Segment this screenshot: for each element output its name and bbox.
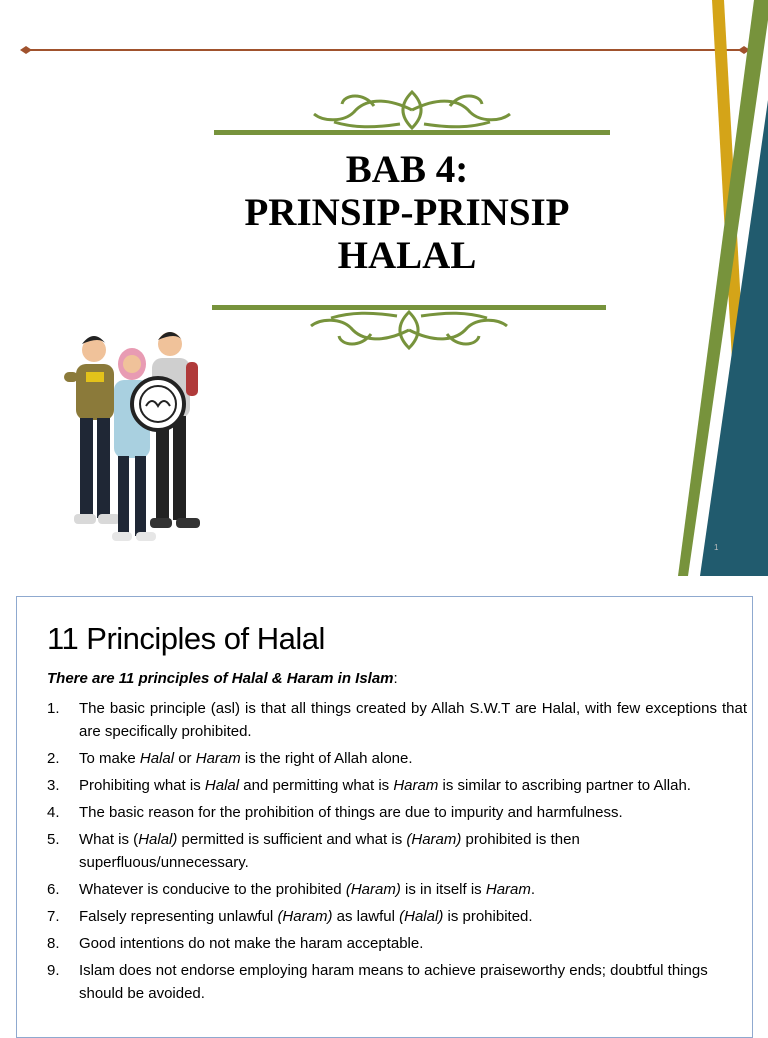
- list-item: [47, 932, 747, 955]
- item-text: Prohibiting what is: [79, 777, 205, 794]
- intro-colon: :: [393, 670, 398, 687]
- item-text: or: [174, 750, 196, 767]
- item-text: as lawful: [332, 908, 400, 925]
- item-text: The basic reason for the prohibition of things are due to impurity and harmfulness.: [79, 804, 623, 821]
- item-text: Whatever is conducive to the prohibited: [79, 881, 346, 898]
- principles-slide: [16, 596, 753, 1038]
- item-text: What is (: [79, 831, 139, 848]
- item-text-italic: (Haram): [406, 831, 462, 848]
- item-text: .: [530, 881, 536, 898]
- item-text: permitted is sufficient and what is: [177, 831, 407, 848]
- item-text-italic: Halal): [138, 831, 178, 848]
- title-line-2: PRINSIP-PRINSIP: [244, 191, 570, 234]
- principles-title: 11 Principles of Halal: [47, 621, 325, 656]
- title-line-3: HALAL: [337, 234, 477, 277]
- list-item: [47, 774, 747, 797]
- top-divider-line: [20, 43, 750, 57]
- principles-list: [47, 697, 747, 1009]
- list-item: [47, 697, 747, 743]
- item-text: Falsely representing unlawful: [79, 908, 278, 925]
- item-text: is the right of Allah alone.: [240, 750, 413, 767]
- principles-intro: [47, 670, 398, 687]
- item-text-italic: (Halal): [399, 908, 444, 925]
- item-number: 6.: [47, 881, 60, 898]
- item-number: 2.: [47, 750, 60, 767]
- item-text-italic: Halal: [139, 750, 175, 767]
- item-text: and permitting what is: [239, 777, 394, 794]
- item-text-italic: Haram: [485, 881, 531, 898]
- item-text: Good intentions do not make the haram acceptable.: [79, 935, 424, 952]
- item-text-italic: (Haram): [345, 881, 401, 898]
- ornament-top: [214, 88, 610, 144]
- item-text-italic: (Haram): [277, 908, 333, 925]
- item-number: 5.: [47, 831, 60, 848]
- item-number: 7.: [47, 908, 60, 925]
- slide-title: [200, 148, 614, 277]
- list-item: [47, 878, 747, 901]
- item-text: Islam does not endorse employing haram means to achieve praiseworthy ends; doubtful things should be avoided.: [79, 962, 708, 1002]
- characters-illustration: [40, 328, 230, 550]
- item-text: To make: [79, 750, 140, 767]
- item-text-italic: Halal: [204, 777, 240, 794]
- item-number: 9.: [47, 962, 60, 979]
- list-item: [47, 828, 747, 874]
- list-item: [47, 747, 747, 770]
- list-item: [47, 801, 747, 824]
- item-number: 1.: [47, 700, 60, 717]
- intro-text: There are 11 principles of Halal & Haram in Islam: [47, 670, 394, 687]
- item-text: prohibited is then superfluous/unnecessary.: [79, 831, 580, 871]
- item-text-italic: Haram: [393, 777, 439, 794]
- item-number: 3.: [47, 777, 60, 794]
- item-text: is similar to ascribing partner to Allah.: [438, 777, 691, 794]
- item-text: is prohibited.: [443, 908, 533, 925]
- title-line-1: BAB 4:: [345, 148, 469, 191]
- ornament-bottom: [212, 296, 606, 352]
- item-text: is in itself is: [400, 881, 486, 898]
- decorative-stripes: [660, 0, 768, 576]
- list-item: [47, 905, 747, 928]
- item-text-italic: Haram: [195, 750, 241, 767]
- item-number: 4.: [47, 804, 60, 821]
- item-text: The basic principle (asl) is that all things created by Allah S.W.T are Halal, with few exceptions that are specifically prohibited.: [79, 700, 747, 740]
- slide-number: 1: [714, 543, 719, 552]
- list-item: [47, 959, 747, 1005]
- item-number: 8.: [47, 935, 60, 952]
